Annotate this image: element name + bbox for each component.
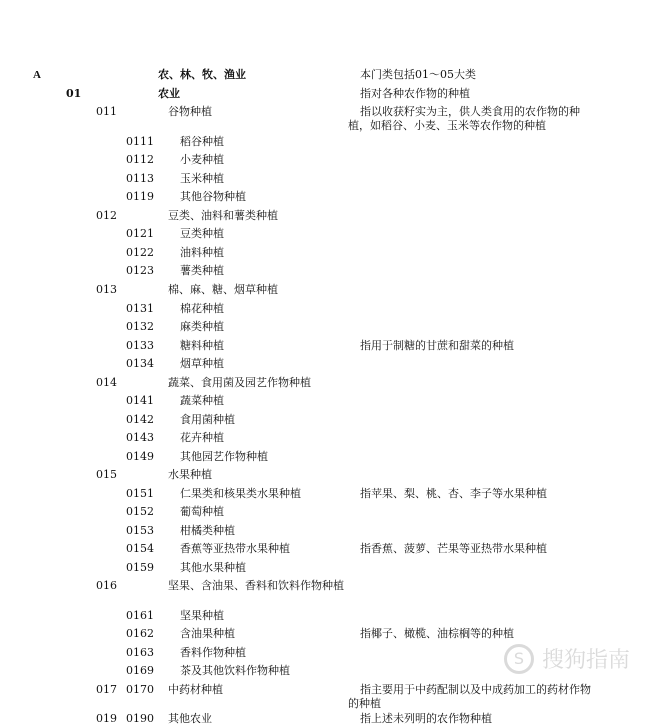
division-name: 农业 [158,87,180,100]
class-name: 玉米种植 [180,172,224,185]
class-code: 0123 [126,264,154,277]
group-code: 011 [96,105,117,118]
watermark-logo-icon: S [504,644,534,674]
group-name: 棉、麻、糖、烟草种植 [168,283,278,296]
row-note: 指苹果、梨、桃、杏、李子等水果种植 [360,487,547,500]
class-code: 0142 [126,413,154,426]
class-code: 0190 [126,712,154,725]
group-name: 其他农业 [168,712,212,725]
row-note: 指香蕉、菠萝、芒果等亚热带水果种植 [360,542,547,555]
class-name: 小麦种植 [180,153,224,166]
row-note: 指椰子、橄榄、油棕榈等的种植 [360,627,514,640]
class-name: 仁果类和核果类水果种植 [180,487,301,500]
class-code: 0132 [126,320,154,333]
class-name: 花卉种植 [180,431,224,444]
row-note: 指以收获籽实为主，供人类食用的农作物的种植，如稻谷、小麦、玉米等农作物的种植 [348,105,580,132]
class-code: 0149 [126,450,154,463]
section-name: 农、林、牧、渔业 [158,68,246,81]
class-code: 0133 [126,339,154,352]
class-code: 0134 [126,357,154,370]
class-name: 香蕉等亚热带水果种植 [180,542,290,555]
class-code: 0111 [126,135,154,148]
class-name: 糖料种植 [180,339,224,352]
class-name: 茶及其他饮料作物种植 [180,664,290,677]
class-code: 0159 [126,561,154,574]
class-name: 葡萄种植 [180,505,224,518]
class-code: 0153 [126,524,154,537]
class-code: 0143 [126,431,154,444]
division-code: 01 [66,87,82,100]
watermark-text: 搜狗指南 [541,648,630,673]
class-name: 其他园艺作物种植 [180,450,268,463]
class-name: 坚果种植 [180,609,224,622]
class-name: 其他水果种植 [180,561,246,574]
class-code: 0152 [126,505,154,518]
class-code: 0113 [126,172,154,185]
class-name: 烟草种植 [180,357,224,370]
class-code: 0163 [126,646,154,659]
row-note: 指用于制糖的甘蔗和甜菜的种植 [360,339,514,352]
class-name: 豆类种植 [180,227,224,240]
group-name: 坚果、含油果、香料和饮料作物种植 [168,579,344,592]
group-name: 谷物种植 [168,105,212,118]
class-name: 油料种植 [180,246,224,259]
class-code: 0122 [126,246,154,259]
class-code: 0141 [126,394,154,407]
row-note: 指主要用于中药配制以及中成药加工的药材作物的种植 [348,683,591,710]
group-code: 019 [96,712,117,725]
class-code: 0161 [126,609,154,622]
row-note: 本门类包括01～05大类 [360,68,476,81]
group-name: 蔬菜、食用菌及园艺作物种植 [168,376,311,389]
row-note: 指上述未列明的农作物种植 [360,712,492,725]
class-code: 0119 [126,190,154,203]
class-name: 麻类种植 [180,320,224,333]
group-code: 016 [96,579,117,592]
group-name: 水果种植 [168,468,212,481]
class-code: 0121 [126,227,154,240]
class-name: 柑橘类种植 [180,524,235,537]
class-code: 0170 [126,683,154,696]
group-code: 017 [96,683,117,696]
group-code: 014 [96,376,117,389]
class-name: 香料作物种植 [180,646,246,659]
watermark [504,643,630,674]
class-code: 0154 [126,542,154,555]
class-name: 食用菌种植 [180,413,235,426]
group-code: 015 [96,468,117,481]
section-code: A [33,69,41,81]
group-code: 013 [96,283,117,296]
class-name: 含油果种植 [180,627,235,640]
class-name: 稻谷种植 [180,135,224,148]
class-code: 0112 [126,153,154,166]
class-name: 棉花种植 [180,302,224,315]
class-code: 0151 [126,487,154,500]
class-name: 蔬菜种植 [180,394,224,407]
class-name: 其他谷物种植 [180,190,246,203]
row-note: 指对各种农作物的种植 [360,87,470,100]
group-code: 012 [96,209,117,222]
class-name: 薯类种植 [180,264,224,277]
class-code: 0162 [126,627,154,640]
class-code: 0169 [126,664,154,677]
group-name: 中药材种植 [168,683,223,696]
class-code: 0131 [126,302,154,315]
group-name: 豆类、油料和薯类种植 [168,209,278,222]
